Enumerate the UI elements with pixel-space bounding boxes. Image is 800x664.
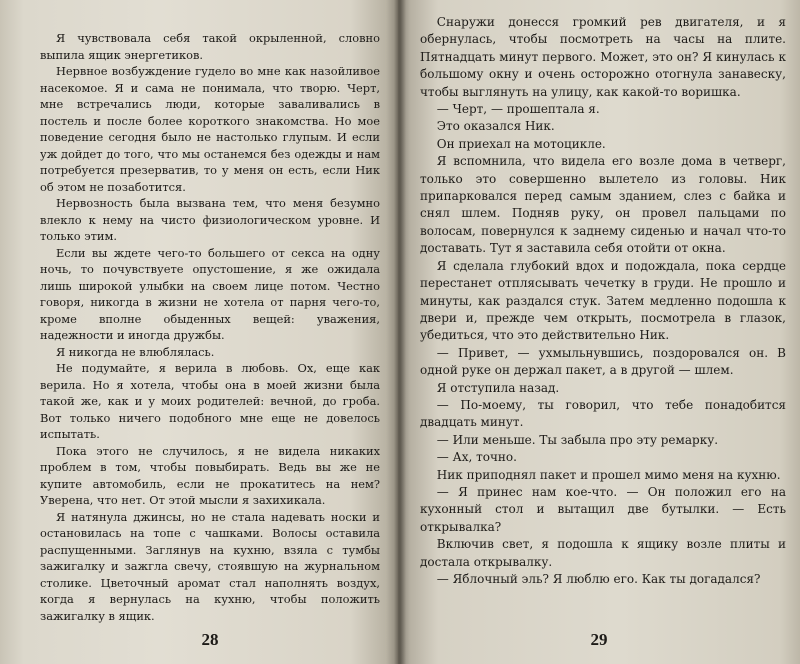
paragraph: Я чувствовала себя такой окрыленной, словно выпила ящик энергетиков. — [40, 31, 380, 62]
paragraph: Я сделала глубокий вдох и подождала, пока сердце перестанет отплясывать чечетку в груди. Не прошло и минуты, как раздался стук. Затем медленно подошла к двери и, прежде чем открыть, посмотрела в глазок, убедиться, что это действительно Ник. — [420, 258, 786, 343]
right-page — [398, 0, 800, 664]
paragraph: — Или меньше. Ты забыла про эту ремарку. — [436, 432, 719, 447]
paragraph: Ник приподнял пакет и прошел мимо меня на кухню. — [436, 467, 781, 482]
left-page-text — [40, 30, 380, 624]
left-page — [0, 0, 398, 664]
paragraph: Нервозность была вызвана тем, что меня безумно влекло к нему на чисто физиологическом уровне. И только этим. — [40, 196, 380, 243]
paragraph: Снаружи донесся громкий рев двигателя, и я обернулась, чтобы посмотреть на часы на плите. Пятнадцать минут первого. Может, это он? Я кинулась к большому окну и очень осторожно отогнула занавеску, чтобы выглянуть на улицу, как какой-то воришка. — [420, 15, 786, 99]
page-number-left: 28 — [201, 629, 219, 649]
paragraph: Нервное возбуждение гудело во мне как назойливое насекомое. Я и сама не понимала, что творю. Черт, мне встречались люди, которые заваливались в постель и после более короткого знакомства. Но мое поведение сегодня было не настолько глупым. И если уж дойдет до того, что мы останемся без одежды и нам потребуется презерватив, то у меня он есть, если Ник об этом не позаботится. — [40, 64, 380, 194]
paragraph: — Ах, точно. — [436, 450, 517, 465]
paragraph: Это оказался Ник. — [436, 119, 555, 134]
paragraph: Включив свет, я подошла к ящику возле плиты и достала открывалку. — [420, 537, 786, 569]
page-number-right: 29 — [590, 629, 608, 649]
paragraph: Я вспомнила, что видела его возле дома в четверг, только это совершенно вылетело из головы. Ник припарковался перед самым зданием, слез с байка и снял шлем. Подняв руку, он провел пальцами по волосам, повернулся к заднему сиденью и начал что-то доставать. Тут я заставила себя отойти от окна. — [420, 154, 786, 256]
paragraph: Я отступила назад. — [436, 380, 560, 395]
paragraph: — Привет, — ухмыльнувшись, поздоровался он. В одной руке он держал пакет, а в другой — шлем. — [420, 345, 786, 378]
paragraph: Если вы ждете чего-то большего от секса на одну ночь, то почувствуете опустошение, я же ожидала лишь широкой улыбки на своем лице потом. Честно говоря, никогда в жизни не хотела от парня чего-то, кроме вполне обыденных вещей: уважения, надежности и иногда дружбы. — [40, 245, 380, 342]
right-page-text — [420, 14, 786, 588]
paragraph: — Черт, — прошептала я. — [436, 102, 600, 117]
paragraph: Он приехал на мотоцикле. — [436, 136, 606, 151]
paragraph: — Яблочный эль? Я люблю его. Как ты догадался? — [436, 572, 761, 586]
paragraph: — По-моему, ты говорил, что тебе понадобится двадцать минут. — [420, 397, 786, 430]
paragraph: Я натянула джинсы, но не стала надевать носки и остановилась на топе с чашками. Волосы оставила распущенными. Заглянув на кухню, взяла с тумбы зажигалку и зажгла свечу, стоявшую на журнальном столике. Цветочный аромат стал наполнять воздух, когда я вернулась на кухню, чтобы положить зажигалку в ящик. — [40, 509, 380, 623]
paragraph: Пока этого не случилось, я не видела никаких проблем в том, чтобы повыбирать. Ведь вы же не купите автомобиль, если не прокатитесь на нем? Уверена, что нет. От этой мысли я захихикала. — [40, 443, 380, 507]
paragraph: — Я принес нам кое-что. — Он положил его на кухонный стол и вытащил две бутылки. — Есть открывалка? — [420, 484, 786, 534]
paragraph: Я никогда не влюблялась. — [55, 344, 215, 359]
paragraph: Не подумайте, я верила в любовь. Ох, еще как верила. Но я хотела, чтобы она в моей жизни была такой же, как и у моих родителей: вечной, до гроба. Вот только ничего подобного мне еще не довелось испытать. — [40, 361, 380, 441]
